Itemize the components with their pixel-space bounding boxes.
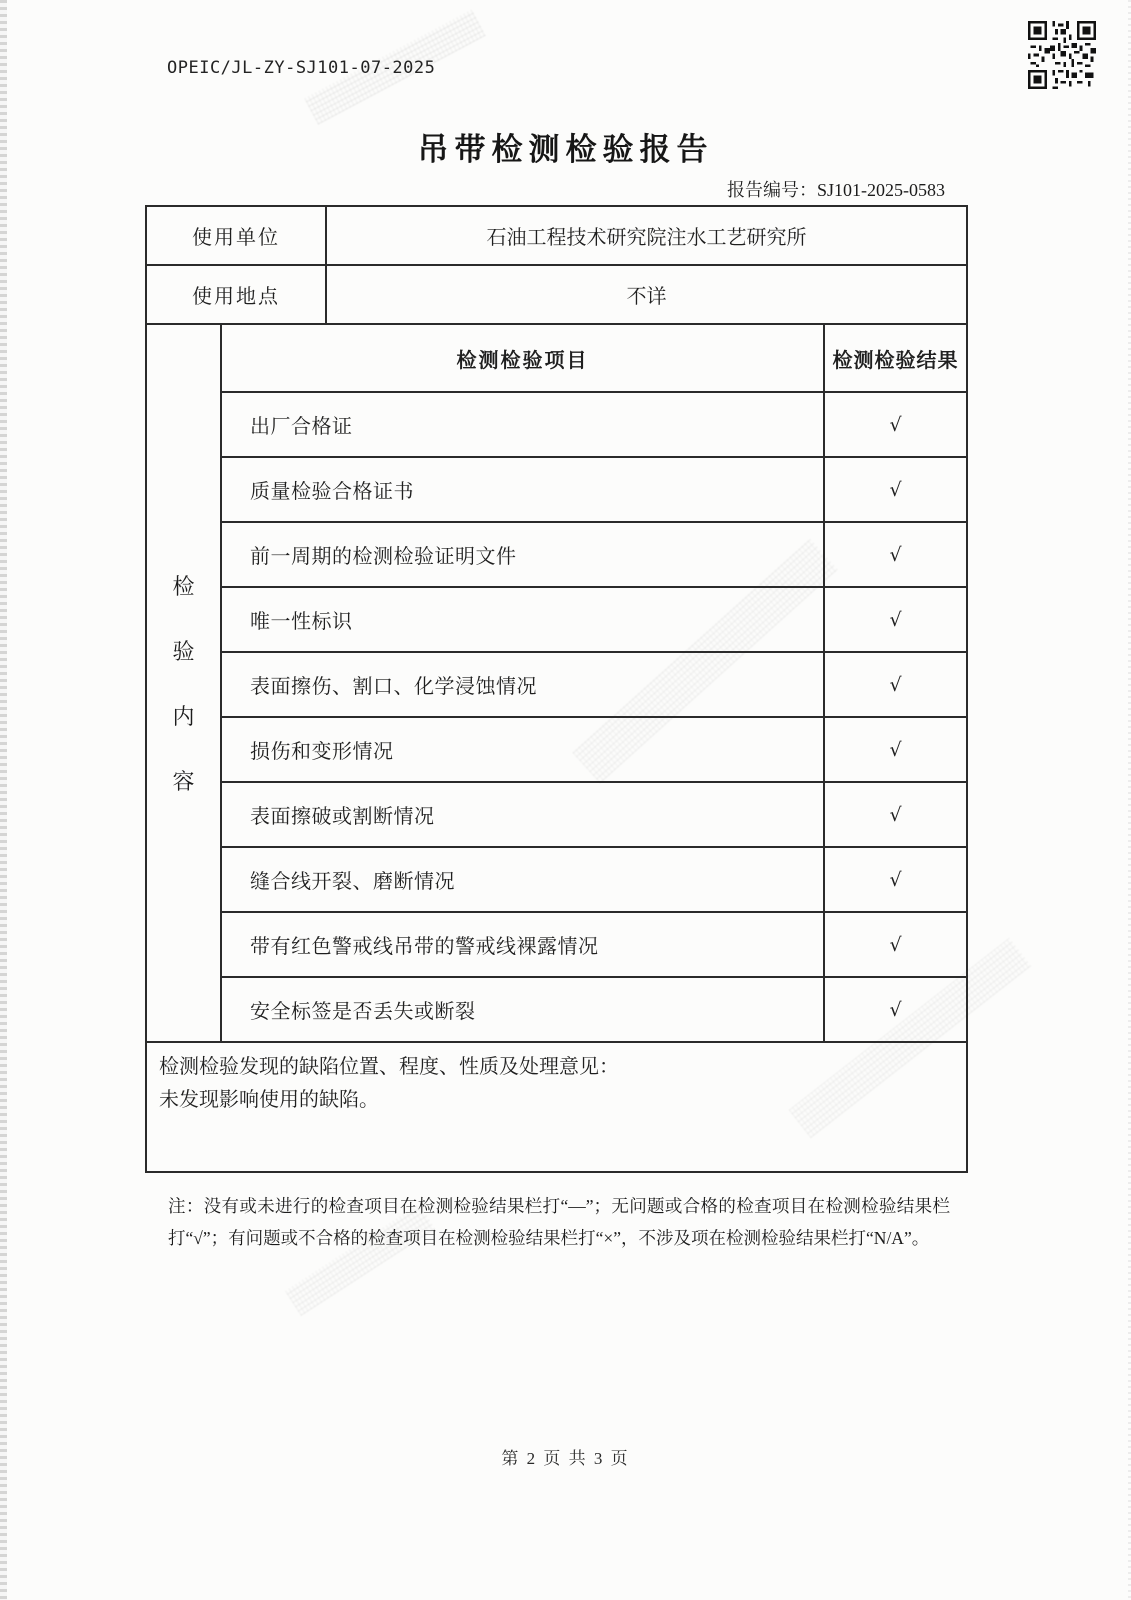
inspection-items-table: [222, 325, 966, 1041]
footnote: 注：没有或未进行的检查项目在检测检验结果栏打“—”；无问题或合格的检查项目在检测检验结果栏打“√”；有问题或不合格的检查项目在检测检验结果栏打“×”，不涉及项在检测检验结果栏打“N/A”。: [168, 1196, 950, 1249]
document-code: OPEIC/JL-ZY-SJ101-07-2025: [167, 58, 436, 78]
item-name: 质量检验合格证书: [222, 458, 825, 521]
table-row: [222, 588, 966, 653]
item-name: 安全标签是否丢失或断裂: [222, 978, 825, 1041]
item-result: √: [889, 673, 902, 696]
scan-edge-artifact: [0, 0, 7, 1600]
page-number-footer: 第 2 页 共 3 页: [501, 1449, 630, 1468]
item-result: √: [889, 608, 902, 631]
item-name: 前一周期的检测检验证明文件: [222, 523, 825, 586]
table-row: [222, 848, 966, 913]
vertical-label-char: 内: [172, 704, 195, 729]
item-name: 出厂合格证: [222, 393, 825, 456]
qr-code: [1028, 21, 1096, 89]
table-row-using-unit: [147, 207, 966, 266]
table-row: [222, 718, 966, 783]
item-result: √: [889, 933, 902, 956]
inspection-header-row: [222, 325, 966, 393]
report-table: [145, 205, 968, 1173]
report-number-label: 报告编号：: [726, 180, 817, 200]
vertical-label-char: 检: [172, 574, 195, 599]
inspection-section: [147, 325, 966, 1043]
report-number-line: [727, 176, 945, 202]
table-row: [222, 783, 966, 848]
vertical-label-char: 验: [172, 639, 195, 664]
item-result: √: [889, 738, 902, 761]
item-name: 表面擦伤、割口、化学浸蚀情况: [222, 653, 825, 716]
column-header-result: 检测检验结果: [832, 349, 959, 372]
item-result: √: [889, 803, 902, 826]
table-row: [222, 393, 966, 458]
item-result: √: [889, 413, 902, 436]
inspection-content-vertical-label: [147, 325, 222, 1041]
defect-findings-text: 未发现影响使用的缺陷。: [159, 1089, 379, 1111]
using-location-label: 使用地点: [147, 266, 327, 323]
vertical-label-char: 容: [172, 769, 195, 794]
item-name: 带有红色警戒线吊带的警戒线裸露情况: [222, 913, 825, 976]
item-result: √: [889, 998, 902, 1021]
table-row: [222, 458, 966, 523]
item-result: √: [889, 543, 902, 566]
table-row: [222, 653, 966, 718]
table-row: [222, 913, 966, 978]
item-name: 损伤和变形情况: [222, 718, 825, 781]
using-location-value: 不详: [626, 286, 667, 308]
using-unit-value: 石油工程技术研究院注水工艺研究所: [486, 227, 807, 249]
page-title: 吊带检测检验报告: [417, 132, 714, 167]
table-row-using-location: [147, 266, 966, 325]
item-name: 唯一性标识: [222, 588, 825, 651]
item-name: 缝合线开裂、磨断情况: [222, 848, 825, 911]
item-name: 表面擦破或割断情况: [222, 783, 825, 846]
defect-findings-box: [147, 1043, 966, 1171]
table-row: [222, 523, 966, 588]
table-row: [222, 978, 966, 1041]
report-number-value: SJ101-2025-0583: [816, 180, 945, 200]
item-result: √: [889, 478, 902, 501]
using-unit-label: 使用单位: [147, 207, 327, 264]
column-header-item: 检测检验项目: [222, 325, 825, 391]
item-result: √: [889, 868, 902, 891]
defect-findings-title: 检测检验发现的缺陷位置、程度、性质及处理意见：: [159, 1056, 619, 1078]
